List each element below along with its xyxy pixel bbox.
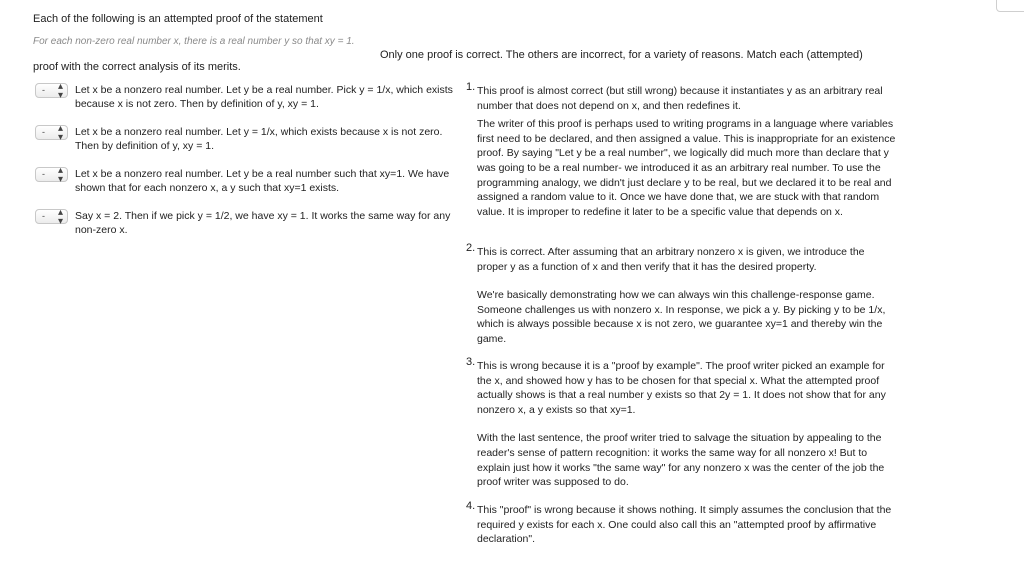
question-statement: For each non-zero real number x, there is a real number y so that xy = 1. [33, 36, 355, 47]
analysis-4 [466, 500, 896, 547]
select-arrows-icon: ▴ ▾ [57, 123, 63, 143]
analysis-3-paragraph-2: With the last sentence, the proof writer tried to salvage the situation by appealing to the reader's sense of pattern recognition: it works the same way for all nonzero x! But to explain just how it works "the same way" for any nonzero x was the center of the job the proof writer was supposed to do. [477, 432, 885, 489]
select-arrows-icon: ▴ ▾ [57, 207, 63, 227]
analysis-2 [466, 242, 896, 347]
proof-2-text: Let x be a nonzero real number. Let y = 1/x, which exists because x is not zero. Then by definition of y, xy = 1. [75, 126, 443, 152]
proof-2-select[interactable] [35, 123, 68, 143]
proof-3-selected-value: - [42, 169, 45, 179]
analysis-1-paragraph-1: This proof is almost correct (but still wrong) because it instantiates y as an arbitrary real number that does not depend on x, and then redefines it. [477, 85, 883, 112]
analysis-1-number: 1. [466, 81, 476, 93]
proof-1-select[interactable] [35, 81, 68, 101]
analysis-1 [466, 81, 896, 219]
select-arrows-icon: ▴ ▾ [57, 81, 63, 101]
proof-4-select[interactable] [35, 207, 68, 227]
analysis-4-number: 4. [466, 500, 476, 512]
question-intro: Each of the following is an attempted proof of the statement [33, 13, 323, 25]
analysis-3-number: 3. [466, 356, 476, 368]
proof-4-selected-value: - [42, 211, 45, 221]
analysis-4-paragraph-1: This "proof" is wrong because it shows nothing. It simply assumes the conclusion that the required y exists for each x. One could also call this an "attempted proof by affirmative declaration". [477, 504, 892, 546]
proof-1-text: Let x be a nonzero real number. Let y be a real number. Pick y = 1/x, which exists because x is not zero. Then by definition of y, xy = 1. [75, 84, 453, 110]
instructions-line-2: proof with the correct analysis of its merits. [33, 61, 241, 73]
proof-2-selected-value: - [42, 127, 45, 137]
analysis-2-number: 2. [466, 242, 476, 254]
proof-3-select[interactable] [35, 165, 68, 185]
analysis-3 [466, 356, 896, 490]
analysis-3-paragraph-1: This is wrong because it is a "proof by example". The proof writer picked an example for the x, and showed how y has to be chosen for that special x. What the attempted proof actually shows is that a real number y exists so that 2y = 1. It does not show that for any nonzero x, a y exists so that xy=1. [477, 360, 886, 416]
corner-box [996, 0, 1024, 12]
analysis-2-paragraph-2: We're basically demonstrating how we can always win this challenge-response game. Someone challenges us with nonzero x. In response, we pick a y. By picking y to be 1/x, which is always possible because x is not zero, we guarantee xy=1 and thereby win the game. [477, 289, 886, 345]
proof-1-selected-value: - [42, 85, 45, 95]
analysis-2-paragraph-1: This is correct. After assuming that an arbitrary nonzero x is given, we introduce the proper y as a function of x and then verify that it has the desired property. [477, 246, 865, 273]
select-arrows-icon: ▴ ▾ [57, 165, 63, 185]
analysis-1-paragraph-2: The writer of this proof is perhaps used to writing programs in a language where variables first need to be declared, and then assigned a value. This is inappropriate for an existence proof. By saying "Let y be a real number", we logically did much more than declare that y was going to be a real number- we introduced it as an arbitrary real number. To use the programming analogy, we didn't just declare y to be real, but we declared it to be real and assigned a random value to it. Once we have done that, we are stuck with that random value. It is improper to redefine it later to be a specific value that depends on x. [477, 118, 896, 218]
proof-3-text: Let x be a nonzero real number. Let y be a real number such that xy=1. We have shown that for each nonzero x, a y such that xy=1 exists. [75, 168, 450, 194]
proof-4-text: Say x = 2. Then if we pick y = 1/2, we have xy = 1. It works the same way for any non-zero x. [75, 210, 451, 236]
instructions-line-1: Only one proof is correct. The others are incorrect, for a variety of reasons. Match each (attempted) [380, 49, 863, 61]
